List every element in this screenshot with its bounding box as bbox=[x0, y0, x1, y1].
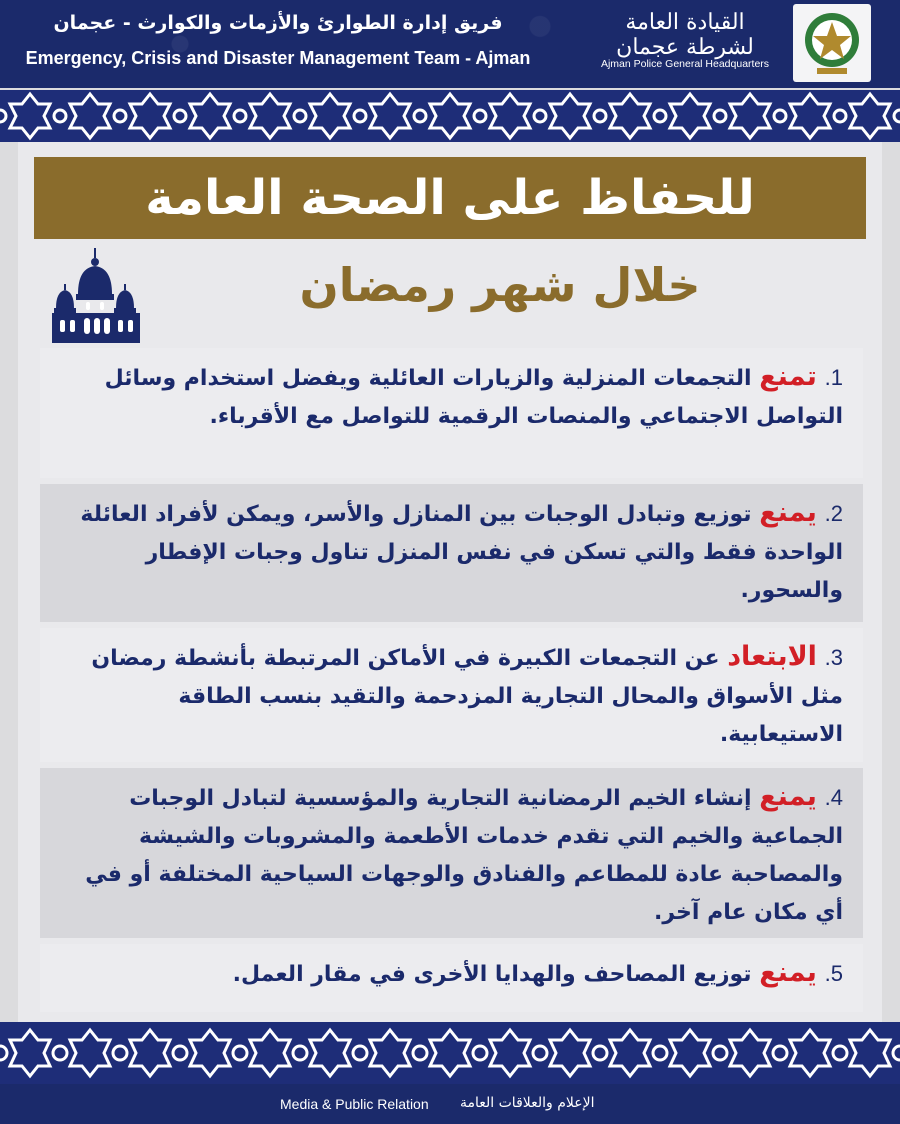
list-item bbox=[40, 944, 863, 1012]
police-emblem-logo bbox=[793, 4, 871, 82]
item-keyword: يمنع bbox=[759, 497, 817, 528]
list-item bbox=[40, 484, 863, 622]
item-number: 4. bbox=[824, 785, 843, 810]
header-bar bbox=[0, 0, 900, 88]
item-text: التجمعات المنزلية والزيارات العائلية ويفضل استخدام وسائل التواصل الاجتماعي والمنصات الرقمية للتواصل مع الأقرباء. bbox=[104, 366, 843, 429]
list-item bbox=[40, 768, 863, 938]
team-name-english: Emergency, Crisis and Disaster Management Team - Ajman bbox=[25, 48, 531, 68]
item-number: 3. bbox=[824, 645, 843, 670]
item-text: توزيع المصاحف والهدايا الأخرى في مقار العمل. bbox=[232, 962, 752, 987]
item-number: 1. bbox=[824, 365, 843, 390]
item-text: إنشاء الخيم الرمضانية التجارية والمؤسسية لتبادل الوجبات الجماعية والخيم التي تقدم خدمات الأطعمة والمشروبات والشيشة والمصاحبة عادة للمطاعم والفنادق والوجهات السياحية المختلفة أو في أي مكان عام آخر. bbox=[85, 786, 843, 925]
bottom-pattern-band bbox=[0, 1022, 900, 1084]
top-pattern-band bbox=[0, 90, 900, 142]
police-name-arabic: القيادة العامة لشرطة عجمان bbox=[616, 10, 754, 60]
footer-english: Media & Public Relation bbox=[280, 1096, 429, 1112]
item-text: توزيع وتبادل الوجبات بين المنازل والأسر، ويمكن لأفراد العائلة الواحدة فقط والتي تسكن في نفس المنزل تناول وجبات الإفطار والسحور. bbox=[80, 502, 843, 603]
item-text: عن التجمعات الكبيرة في الأماكن المرتبطة بأنشطة رمضان مثل الأسواق والمحال التجارية المزدحمة والتقيد بنسب الطاقة الاستيعابية. bbox=[91, 646, 843, 747]
page-subtitle: خلال شهر رمضان bbox=[299, 258, 701, 312]
item-keyword: يمنع bbox=[759, 781, 817, 812]
item-keyword: يمنع bbox=[759, 957, 817, 988]
page-title: للحفاظ على الصحة العامة bbox=[145, 170, 755, 226]
team-name-arabic: فريق إدارة الطوارئ والأزمات والكوارث - عجمان bbox=[53, 12, 503, 34]
police-name-english: Ajman Police General Headquarters bbox=[600, 58, 770, 70]
list-item bbox=[40, 348, 863, 478]
footer-bar bbox=[0, 1084, 900, 1124]
item-number: 5. bbox=[824, 961, 843, 986]
mosque-icon bbox=[50, 246, 150, 350]
footer-arabic: الإعلام والعلاقات العامة bbox=[460, 1095, 595, 1111]
list-item bbox=[40, 628, 863, 762]
item-keyword: تمنع bbox=[759, 361, 817, 392]
item-number: 2. bbox=[824, 501, 843, 526]
item-keyword: الابتعاد bbox=[727, 641, 817, 672]
